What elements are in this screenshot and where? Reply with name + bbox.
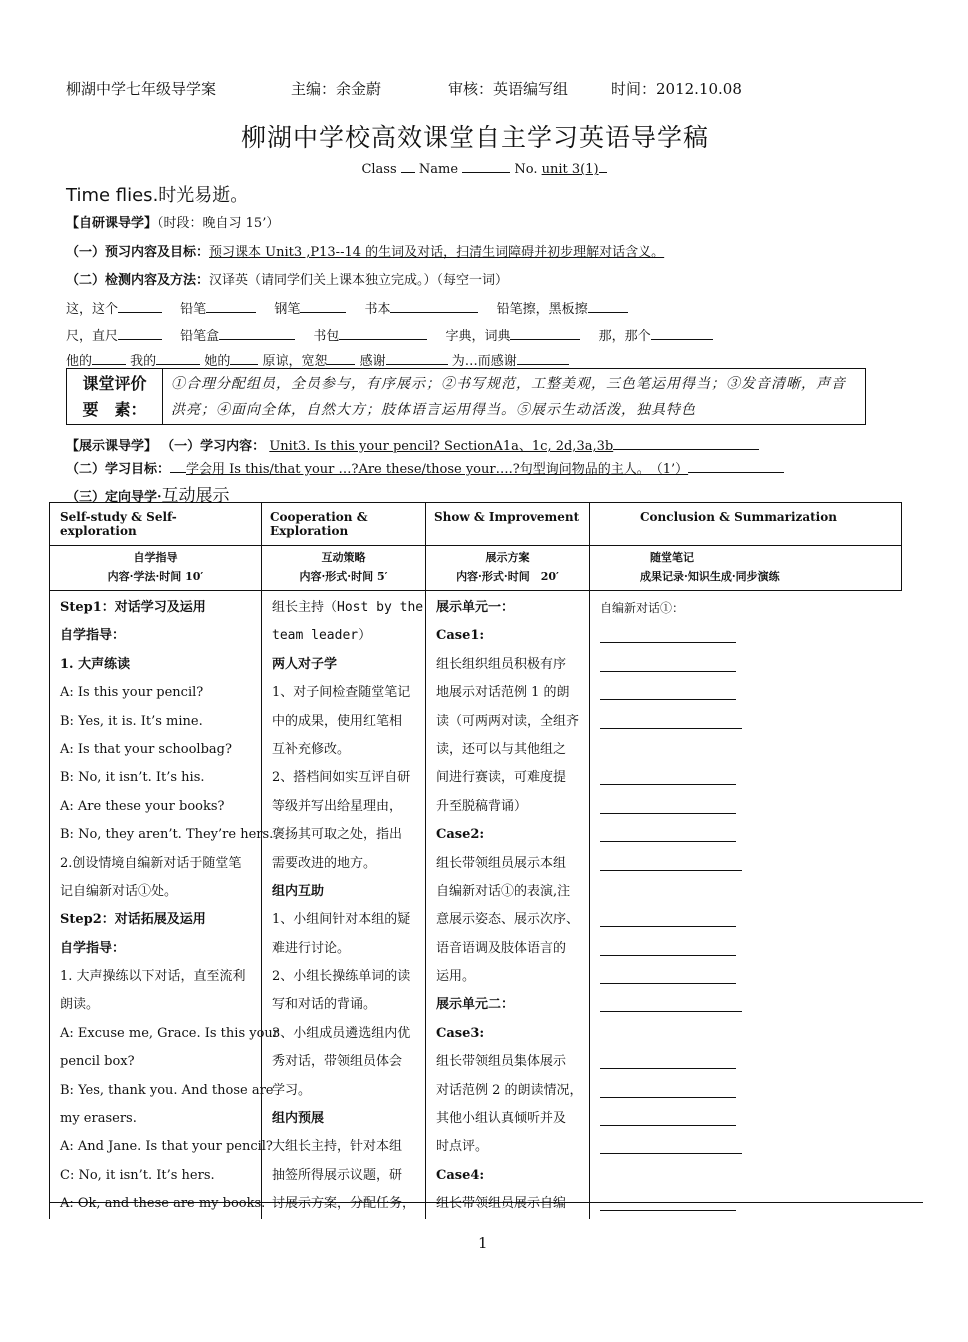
list-item: 地展示对话范例 1 的朗 (436, 685, 570, 701)
list-item: 讨展示方案，分配任务， (272, 1196, 416, 1212)
vocab-item: 他的 (66, 354, 93, 369)
list-item: 写和对话的背诵。 (272, 997, 377, 1013)
list-item: 语音语调及肢体语言的 (436, 940, 567, 956)
display-content-line (66, 435, 759, 454)
no-value: unit 3(1) (541, 162, 599, 177)
header-editor: 主编：余金蔚 (291, 80, 382, 98)
list-item: 组长带领组员展示自编 (436, 1196, 567, 1212)
list-item: 1、对子间检查随堂笔记 (272, 685, 411, 701)
guide-text: 互动展示 (161, 486, 230, 506)
check-line (66, 269, 508, 288)
list-item: A: Ok, and these are my books. (60, 1196, 266, 1212)
list-item: 互补充修改。 (272, 741, 351, 757)
note-line[interactable] (600, 793, 894, 821)
header-date: 时间：2012.10.08 (611, 80, 742, 98)
display-goal-label: （二）学习目标： (66, 462, 171, 477)
note-line[interactable] (600, 1133, 894, 1161)
list-item: Case4: (436, 1167, 485, 1183)
no-label: No. (514, 162, 538, 177)
evaluation-label-line2: 要 素： (82, 400, 147, 419)
display-goal-line (66, 458, 784, 477)
self-study-column (50, 591, 280, 1219)
list-item: 自学指导： (60, 628, 126, 644)
note-line[interactable] (600, 991, 894, 1019)
list-item: Step2：对话拓展及运用 (60, 912, 206, 928)
list-item: 2.创设情境自编新对话于随堂笔 (60, 855, 242, 871)
list-item: 大组长主持，针对本组 (272, 1139, 403, 1155)
note-line[interactable] (600, 821, 894, 849)
header-self-study: Self-study & Self-exploration (50, 503, 262, 546)
note-line[interactable] (600, 850, 894, 878)
note-line[interactable] (600, 651, 894, 679)
header-conclusion: Conclusion & Summarization (590, 503, 902, 546)
vocab-item: 我的 (130, 354, 157, 369)
list-item-text: 1. 大声练读 (60, 656, 131, 672)
motto-zh: 时光易逝。 (158, 185, 249, 206)
vocab-row-1 (66, 298, 628, 317)
display-content-label: （一）学习内容： (161, 439, 266, 454)
list-item: 组长带领组员展示本组 (436, 855, 567, 871)
list-item: C: No, it isn’t. It’s hers. (60, 1167, 215, 1183)
list-item: Case3: (436, 1025, 485, 1041)
preview-goal-text: 预习课本 Unit3 ,P13--14 的生词及对话，扫清生词障碍并初步理解对话含义。 (209, 245, 665, 260)
note-line-empty (600, 1020, 894, 1048)
notes-column (590, 591, 902, 1219)
answer-blank[interactable] (517, 352, 569, 365)
list-item: 抽签所得展示议题，研 (272, 1167, 403, 1183)
list-item: A: Excuse me, Grace. Is this your (60, 1025, 280, 1041)
list-item: 朗读。 (60, 997, 100, 1013)
list-item: 褒扬其可取之处，指出 (272, 827, 403, 843)
note-line[interactable] (600, 764, 894, 792)
cooperation-column (262, 591, 426, 1219)
preview-goal-label: （一）预习内容及目标： (66, 245, 210, 260)
vocab-item: 这，这个 (66, 302, 119, 317)
list-item: 对话范例 2 的朗读情况， (436, 1082, 583, 1098)
subheader-title: 自学指导 (133, 551, 178, 564)
list-item: 记自编新对话①处。 (60, 883, 178, 899)
answer-blank[interactable] (219, 327, 295, 340)
table-body-row (50, 591, 902, 1219)
answer-blank[interactable] (588, 300, 628, 313)
list-item: B: No, it isn’t. It’s his. (60, 770, 205, 786)
list-item: team leader） (272, 628, 372, 644)
self-study-heading (66, 212, 279, 231)
list-item: A: Are these your books? (60, 798, 225, 814)
subheader-cooperation (262, 546, 426, 591)
self-study-label: 【自研课导学】 (66, 216, 158, 231)
display-label: 【展示课导学】 (66, 439, 158, 454)
list-item: A: Is that your schoolbag? (60, 741, 232, 757)
subheader-detail: 内容·形式·时间 20′ (456, 570, 559, 583)
list-item: 自编新对话①的表演,注 (436, 883, 571, 899)
answer-blank[interactable] (386, 352, 448, 365)
answer-blank[interactable] (339, 327, 427, 340)
subheader-detail: 成果记录·知识生成·同步演练 (640, 570, 780, 583)
list-item: 两人对子学 (272, 656, 338, 672)
preview-goal-line (66, 241, 664, 260)
subheader-detail: 内容·学法·时间 10′ (107, 570, 204, 583)
vocab-item: 钢笔 (274, 302, 301, 317)
list-item: 组内预展 (272, 1111, 325, 1127)
name-blank[interactable] (462, 160, 510, 173)
page-number: 1 (478, 1234, 488, 1252)
answer-blank[interactable] (118, 327, 162, 340)
list-item: 读，还可以与其他组之 (436, 741, 567, 757)
answer-blank[interactable] (118, 300, 162, 313)
list-item: 中的成果，使用红笔相 (272, 713, 403, 729)
subheader-conclusion (590, 546, 902, 591)
goal-blank-tail (688, 460, 784, 473)
vocab-item: 铅笔 (180, 302, 207, 317)
note-line[interactable] (600, 679, 894, 707)
subheader-detail: 内容·形式·时间 5′ (299, 570, 388, 583)
list-item: 1、小组间针对本组的疑 (272, 912, 411, 928)
list-item: 秀对话，带领组员体会 (272, 1054, 403, 1070)
vocab-item: 原谅，宽恕 (262, 354, 328, 369)
check-label: （二）检测内容及方法： (66, 273, 210, 288)
answer-blank[interactable] (206, 300, 256, 313)
list-item: 组内互助 (272, 883, 325, 899)
list-item: 组长带领组员集体展示 (436, 1054, 567, 1070)
table-header-row (50, 503, 902, 546)
note-line[interactable] (600, 935, 894, 963)
answer-blank[interactable] (651, 327, 713, 340)
list-item: 意展示姿态、展示次序、 (436, 912, 580, 928)
list-item: 运用。 (436, 969, 476, 985)
answer-blank[interactable] (156, 352, 200, 365)
guide-label: （三）定向导学· (66, 490, 162, 505)
note-line[interactable] (600, 963, 894, 991)
list-item: 升至脱稿背诵） (436, 798, 528, 814)
class-blank[interactable] (401, 160, 415, 173)
subheader-self-study (50, 546, 262, 591)
evaluation-box (66, 368, 866, 425)
list-item: Step1：对话学习及运用 (60, 600, 206, 615)
table-bottom-rule (49, 1202, 923, 1203)
answer-blank[interactable] (327, 352, 355, 365)
list-item: 展示单元一： (436, 600, 515, 615)
list-item: 2、小组长操练单词的读 (272, 969, 411, 985)
answer-blank[interactable] (92, 352, 126, 365)
subheader-title: 互动策略 (321, 551, 366, 564)
list-item: A: And Jane. Is that your pencil? (60, 1139, 273, 1155)
vocab-item: 字典，词典 (445, 329, 511, 344)
note-line-empty (600, 878, 894, 906)
vocab-item: 她的 (204, 354, 231, 369)
list-item: 2、搭档间如实互评自研 (272, 770, 411, 786)
answer-blank[interactable] (510, 327, 580, 340)
vocab-item: 为…而感谢 (451, 354, 517, 369)
note-line-empty (600, 1162, 894, 1190)
subheader-show (426, 546, 590, 591)
list-item: my erasers. (60, 1111, 137, 1127)
list-item: Case1: (436, 628, 485, 644)
evaluation-criteria: ①合理分配组员，全员参与，有序展示；②书写规范，工整美观，三色笔运用得当；③发音清晰，声音洪亮；④面向全体，自然大方；肢体语言运用得当。⑤展示生动活泼，独具特色 (171, 376, 846, 418)
note-line[interactable] (600, 1190, 894, 1218)
list-item: 组长组织组员积极有序 (436, 656, 567, 672)
list-item: 自学指导： (60, 940, 126, 956)
list-item: 需要改进的地方。 (272, 855, 377, 871)
vocab-row-2 (66, 325, 713, 344)
list-item: 间进行赛读，可难度提 (436, 770, 567, 786)
display-goal-text: 学会用 Is this/that your …?Are these/those your….?句型询问物品的主人。 （1’） (186, 462, 689, 477)
vocab-item: 那，那个 (598, 329, 651, 344)
list-item: 等级并写出给星理由， (272, 798, 403, 814)
vocab-item: 铅笔擦，黑板擦 (496, 302, 588, 317)
table-subheader-row (50, 546, 902, 591)
list-item (60, 651, 253, 679)
list-item: 其他小组认真倾听并及 (436, 1111, 567, 1127)
display-content-text: Unit3. Is this your pencil? SectionA1a、1c, 2d,3a,3b (269, 439, 614, 454)
note-line[interactable] (600, 1077, 894, 1105)
vocab-item: 尺，直尺 (66, 329, 119, 344)
list-item: B: No, they aren’t. They’re hers. (60, 827, 274, 843)
self-study-time: （时段：晚自习 15’） (157, 216, 280, 231)
vocab-item: 书本 (364, 302, 391, 317)
list-item: 读（可两两对读，全组齐 (436, 713, 580, 729)
list-item: 1. 大声操练以下对话，直至流利 (60, 969, 246, 985)
list-item: 3、小组成员遴选组内优 (272, 1025, 411, 1041)
list-item: 学习。 (272, 1082, 312, 1098)
notes-title: 自编新对话①： (600, 601, 685, 615)
vocab-item: 感谢 (359, 354, 386, 369)
subheader-title: 随堂笔记 (650, 551, 694, 564)
list-item: B: Yes, it is. It’s mine. (60, 713, 203, 729)
list-item: A: Is this your pencil? (60, 685, 204, 701)
note-line[interactable] (600, 1048, 894, 1076)
show-column (426, 591, 590, 1219)
guide-table (49, 502, 902, 1219)
answer-blank[interactable] (390, 300, 478, 313)
evaluation-label-line1: 课堂评价 (82, 374, 147, 393)
header-school: 柳湖中学七年级导学案 (66, 80, 217, 98)
class-info-line (0, 160, 968, 177)
note-line[interactable] (600, 1105, 894, 1133)
no-blank-tail (599, 160, 607, 173)
goal-blank-lead (170, 460, 186, 473)
header-show: Show & Improvement (426, 503, 590, 546)
header-cooperation: Cooperation & Exploration (262, 503, 426, 546)
note-line-empty (600, 736, 894, 764)
answer-blank[interactable] (300, 300, 346, 313)
vocab-row-3 (66, 350, 569, 369)
list-item: 难进行讨论。 (272, 940, 351, 956)
list-item: 展示单元二： (436, 997, 515, 1013)
vocab-item: 铅笔盒 (180, 329, 220, 344)
motto (66, 181, 248, 207)
check-text: 汉译英（请同学们关上课本独立完成。）（每空一词） (209, 273, 509, 288)
list-item: 时点评。 (436, 1139, 489, 1155)
header-reviewer: 审核：英语编写组 (448, 80, 569, 98)
class-label: Class (361, 162, 397, 177)
list-item: pencil box? (60, 1054, 135, 1070)
note-line[interactable] (600, 906, 894, 934)
name-label: Name (418, 162, 459, 177)
motto-en: Time flies. (66, 185, 159, 206)
note-line[interactable] (600, 708, 894, 736)
subheader-title: 展示方案 (485, 551, 530, 564)
content-blank (613, 437, 759, 450)
note-line[interactable] (600, 622, 894, 650)
answer-blank[interactable] (230, 352, 258, 365)
evaluation-label (67, 369, 163, 424)
page-title: 柳湖中学校高效课堂自主学习英语导学稿 (240, 123, 709, 152)
list-item: B: Yes, thank you. And those are (60, 1082, 274, 1098)
list-item: 组长主持（Host by the (272, 600, 424, 615)
list-item: Case2: (436, 827, 485, 843)
vocab-item: 书包 (313, 329, 340, 344)
